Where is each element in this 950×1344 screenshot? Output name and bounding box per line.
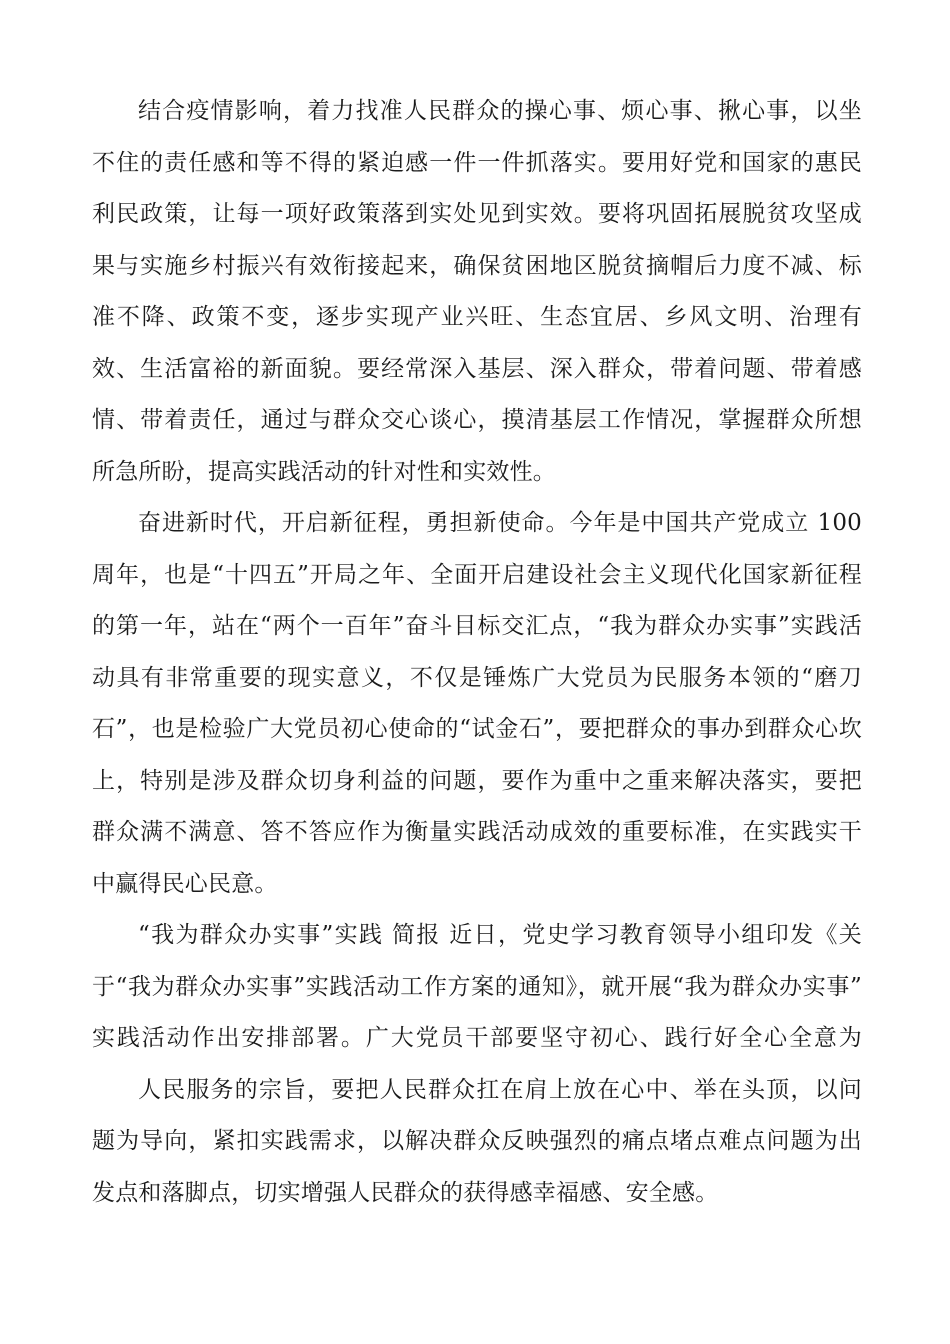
- text-line: 准不降、政策不变，逐步实现产业兴旺、生态宜居、乡风文明、治理有: [92, 304, 862, 330]
- text-line: 上，特别是涉及群众切身利益的问题，要作为重中之重来解决落实，要把: [92, 767, 862, 794]
- text-line: 所急所盼，提高实践活动的针对性和实效性。: [92, 458, 556, 485]
- text-line: 动具有非常重要的现实意义，不仅是锤炼广大党员为民服务本领的“磨刀: [92, 664, 862, 691]
- text-line: 实践活动作出安排部署。广大党员干部要坚守初心、践行好全心全意为: [92, 1025, 862, 1051]
- text-line: 人民服务的宗旨，要把人民群众扛在肩上放在心中、举在头顶，以问: [138, 1076, 862, 1103]
- text-line: 题为导向，紧扣实践需求，以解决群众反映强烈的痛点堵点难点问题为出: [92, 1128, 862, 1154]
- text-line: 果与实施乡村振兴有效衔接起来，确保贫困地区脱贫摘帽后力度不减、标: [92, 252, 862, 279]
- text-line: 发点和落脚点，切实增强人民群众的获得感幸福感、安全感。: [92, 1179, 719, 1206]
- paragraph-3: [92, 910, 862, 1065]
- paragraph-4: [92, 1065, 862, 1220]
- text-line: 结合疫情影响，着力找准人民群众的操心事、烦心事、揪心事，以坐: [138, 98, 862, 124]
- text-line: 于“我为群众办实事”实践活动工作方案的通知》，就开展“我为群众办实事”: [92, 973, 862, 1000]
- text-line: 石”，也是检验广大党员初心使命的“试金石”，要把群众的事办到群众心坎: [92, 716, 862, 742]
- text-line: 不住的责任感和等不得的紧迫感一件一件抓落实。要用好党和国家的惠民: [92, 149, 862, 176]
- document-body: [92, 86, 862, 1219]
- text-line: 利民政策，让每一项好政策落到实处见到实效。要将巩固拓展脱贫攻坚成: [92, 201, 862, 227]
- text-line: “我为群众办实事”实践 简报 近日，党史学习教育领导小组印发《关: [138, 922, 862, 948]
- paragraph-2: [92, 498, 862, 910]
- text-line: 情、带着责任，通过与群众交心谈心，摸清基层工作情况，掌握群众所想: [92, 407, 862, 433]
- text-line: 的第一年，站在“两个一百年”奋斗目标交汇点，“我为群众办实事”实践活: [92, 613, 862, 639]
- text-line: 周年，也是“十四五”开局之年、全面开启建设社会主义现代化国家新征程: [92, 561, 862, 588]
- text-line: 效、生活富裕的新面貌。要经常深入基层、深入群众，带着问题、带着感: [92, 355, 862, 382]
- text-line: 中赢得民心民意。: [92, 870, 278, 897]
- text-line: 奋进新时代，开启新征程，勇担新使命。今年是中国共产党成立 100: [138, 510, 862, 536]
- text-line: 群众满不满意、答不答应作为衡量实践活动成效的重要标准，在实践实干: [92, 819, 862, 845]
- paragraph-1: [92, 86, 862, 498]
